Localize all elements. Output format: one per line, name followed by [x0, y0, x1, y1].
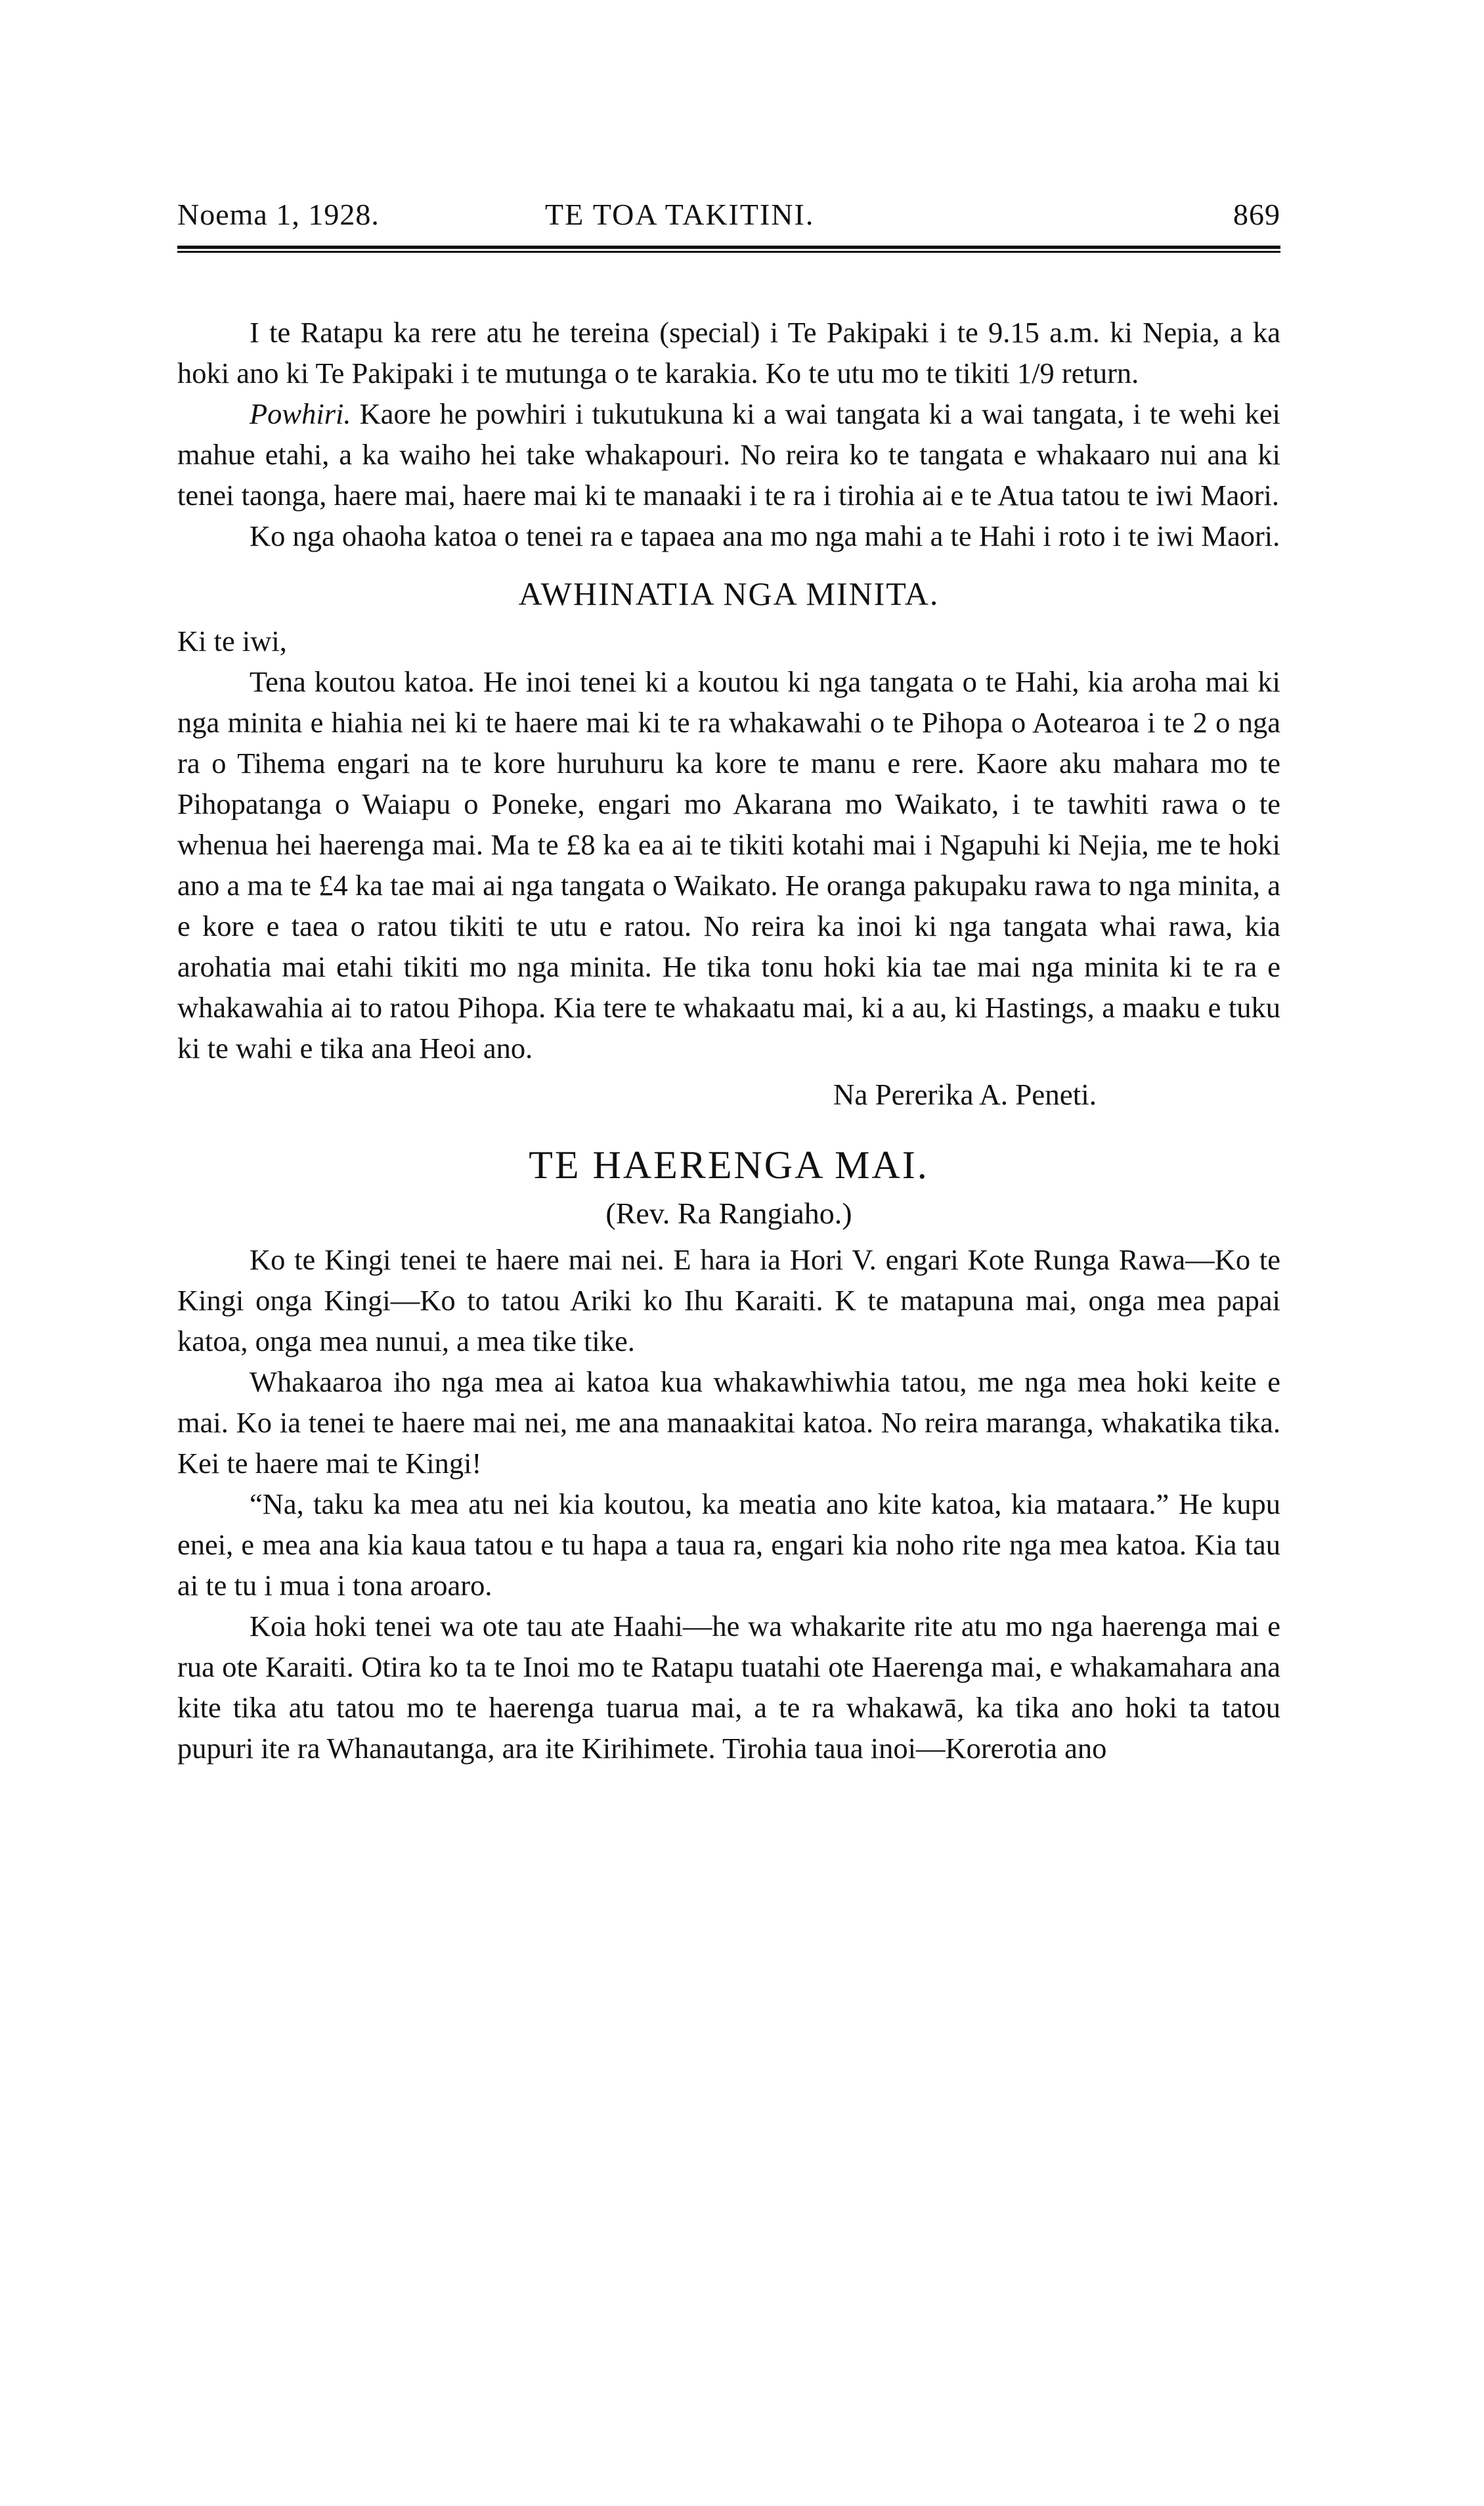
- page: [177, 197, 1280, 1769]
- article-author: (Rev. Ra Rangiaho.): [605, 1197, 852, 1230]
- paragraph-haahi: Koia hoki tenei wa ote tau ate Haahi—he wa whakarite rite atu mo nga haerenga mai e rua ote Karaiti. Otira ko ta te Inoi mo te Ratapu tuatahi ote Haerenga mai, e whakamahara ana kite tika atu tatou mo te haerenga tuarua mai, a te ra whakawā, ka tika ano hoki ta tatou pupuri ite ra Whanautanga, ara ite Kirihimete. Tirohia taua inoi—Korerotia ano: [177, 1610, 1280, 1765]
- paragraph-kingi: Ko te Kingi tenei te haere mai nei. E hara ia Hori V. engari Kote Runga Rawa—Ko te Kingi onga Kingi—Ko to tatou Ariki ko Ihu Karaiti. K te matapuna mai, onga mea papai katoa, onga mea nunui, a mea tike tike.: [177, 1243, 1280, 1357]
- header-rule-thick: [177, 246, 1280, 249]
- paragraph-mataara: “Na, taku ka mea atu nei kia koutou, ka meatia ano kite katoa, kia mataara.” He kupu enei, e mea ana kia kaua tatou e tu hapa a taua ra, engari kia noho rite nga mea katoa. Kia tau ai te tu i mua i tona aroaro.: [177, 1487, 1280, 1602]
- signature: Na Pererika A. Peneti.: [833, 1078, 1097, 1111]
- paragraph-train: I te Ratapu ka rere atu he tereina (special) i Te Pakipaki i te 9.15 a.m. ki Nepia, a ka hoki ano ki Te Pakipaki i te mutunga o te karakia. Ko te utu mo te tikiti 1/9 return.: [177, 316, 1280, 389]
- paragraph-ministers: Tena koutou katoa. He inoi tenei ki a koutou ki nga tangata o te Hahi, kia aroha mai ki nga minita e hiahia nei ki te haere mai ki te ra whakawahi o te Pihopa o Aotearoa i te 2 o nga ra o Tihema engari na te kore huruhuru ka kore te manu e rere. Kaore aku mahara mo te Pihopatanga o Waiapu o Poneke, engari mo Akarana mo Waikato, i te tawhiti rawa o te whenua hei haerenga mai. Ma te £8 ka ea ai te tikiti kotahi mai i Ngapuhi ki Nejia, me te hoki ano a ma te £4 ka tae mai ai nga tangata o Waikato. He oranga pakupaku rawa to nga minita, a e kore e taea o ratou tikiti te utu e ratou. No reira ka inoi ki nga tangata whai rawa, kia arohatia mai etahi tikiti mo nga minita. He tika tonu hoki kia tae mai nga minita ki te ra e whakawahia ai to ratou Pihopa. Kia tere te whakaatu mai, ki a au, ki Hastings, a maaku e tuku ki te wahi e tika ana Heoi ano.: [177, 665, 1280, 1065]
- salutation: Ki te iwi,: [177, 625, 287, 657]
- powhiri-text: Kaore he powhiri i tukutukuna ki a wai tangata ki a wai tangata, i te wehi kei mahue etahi, a ka waiho hei take whakapouri. No reira ko te tangata e whakaaro nui ana ki tenei taonga, haere mai, haere mai ki te manaaki i te ra i tirohia ai e te Atua tatou te iwi Maori.: [177, 397, 1280, 512]
- header-rule-thin: [177, 251, 1280, 253]
- running-head: [177, 197, 1280, 243]
- section-heading-haerenga: TE HAERENGA MAI.: [529, 1143, 929, 1187]
- powhiri-label: Powhiri.: [250, 397, 351, 430]
- page-number: 869: [1233, 198, 1280, 231]
- paragraph-offerings: Ko nga ohaoha katoa o tenei ra e tapaea ana mo nga mahi a te Hahi i roto i te iwi Maori.: [250, 519, 1280, 552]
- paragraph-whakaaroa: Whakaaroa iho nga mea ai katoa kua whakawhiwhia tatou, me nga mea hoki keite e mai. Ko ia tenei te haere mai nei, me ana manaakitai katoa. No reira maranga, whakatika tika. Kei te haere mai te Kingi!: [177, 1365, 1280, 1480]
- issue-date: Noema 1, 1928.: [177, 198, 380, 231]
- section-heading-awhinatia: AWHINATIA NGA MINITA.: [518, 575, 940, 612]
- paragraph-powhiri: [177, 393, 1280, 516]
- publication-title: TE TOA TAKITINI.: [545, 198, 815, 231]
- article-body: [177, 312, 1280, 1769]
